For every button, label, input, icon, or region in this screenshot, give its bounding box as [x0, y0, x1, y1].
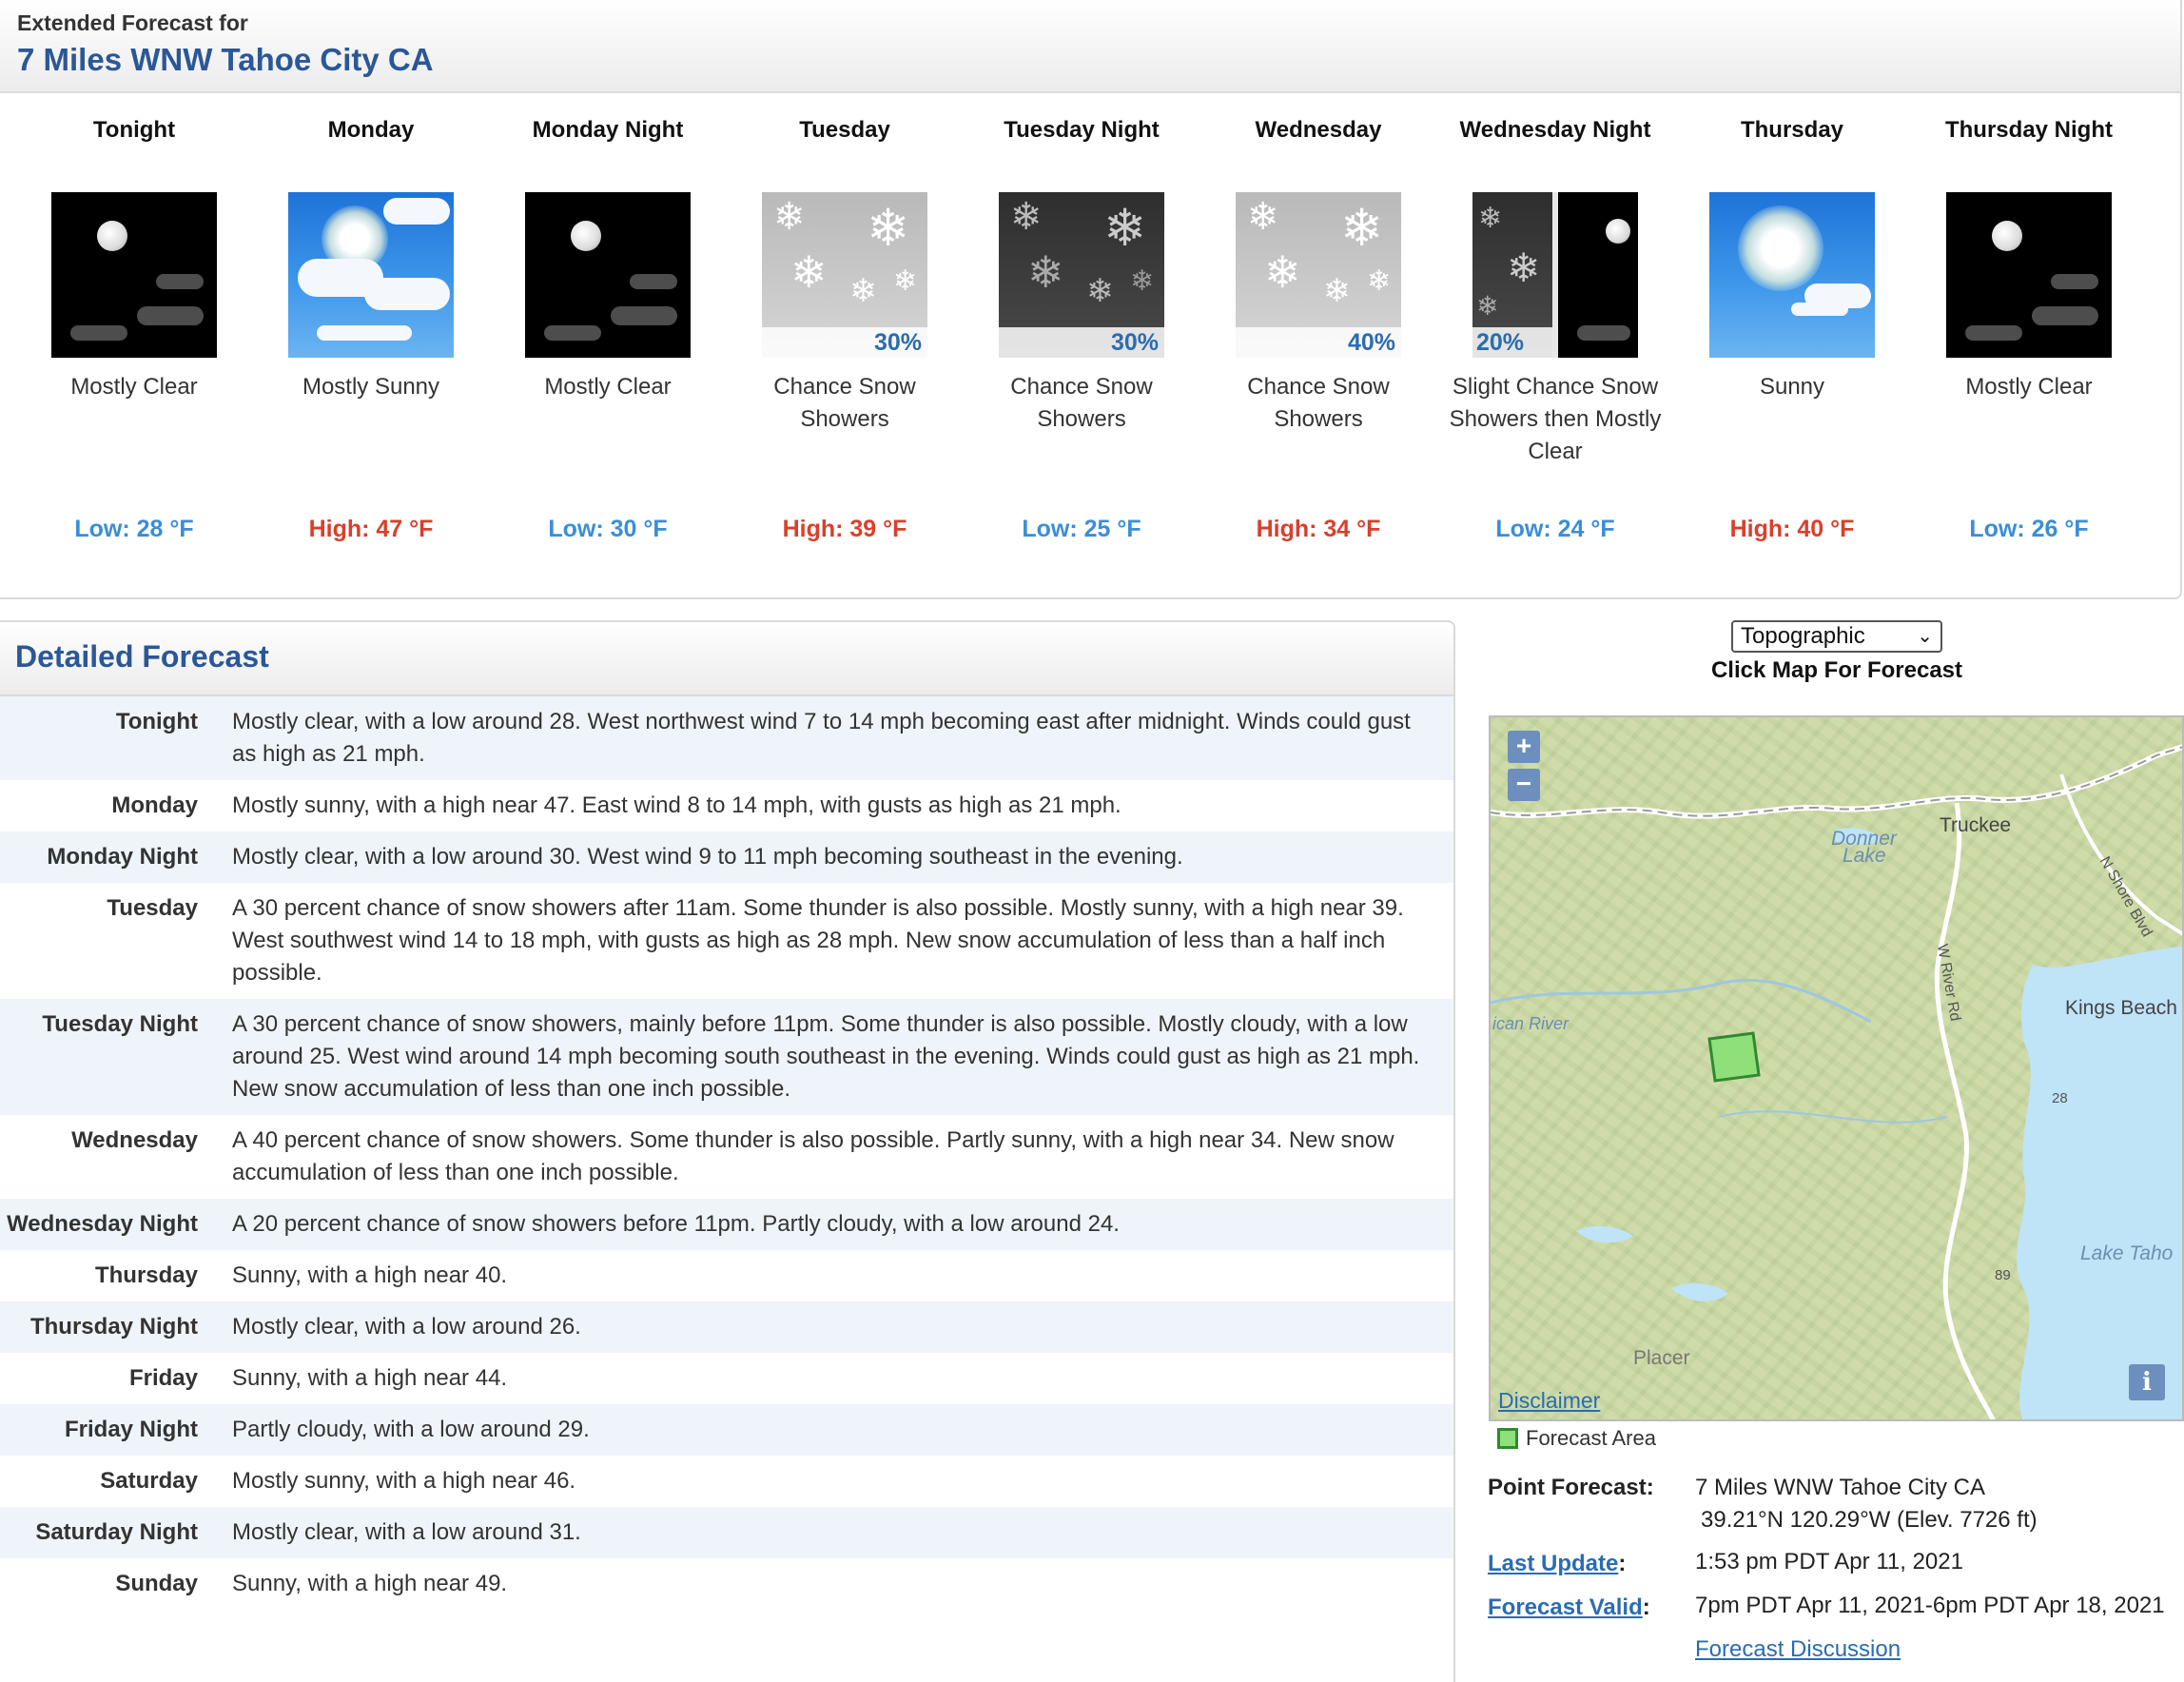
precip-chance: 30% [999, 327, 1164, 358]
row-label: Wednesday [71, 1127, 198, 1153]
row-label: Sunday [115, 1571, 198, 1596]
period-name: Thursday Night [1944, 117, 2113, 143]
forecast-valid-value: 7pm PDT Apr 11, 2021-6pm PDT Apr 18, 2021 [1695, 1593, 2165, 1618]
extended-forecast-panel [0, 0, 2182, 599]
period-name: Wednesday [1255, 117, 1382, 143]
row-text: A 40 percent chance of snow showers. Some thunder is also possible. Partly sunny, with a high near 34. New snow accumulation of less than one inch possible. [232, 1127, 1394, 1185]
map-label-lake: Lake [1843, 845, 1886, 867]
period-temp: Low: 25 °F [1022, 516, 1141, 542]
row-text: Mostly sunny, with a high near 47. East wind 8 to 14 mph, with gusts as high as 21 mph. [232, 792, 1121, 818]
detailed-forecast-row [0, 1250, 1453, 1301]
detailed-forecast-row [0, 780, 1453, 831]
disclaimer-link[interactable]: Disclaimer [1498, 1388, 1601, 1413]
map-type-select[interactable] [1731, 620, 1942, 653]
precip-chance: 30% [762, 327, 927, 358]
map-side-panel [1484, 620, 2184, 1682]
detailed-forecast-row [0, 1558, 1453, 1610]
detailed-forecast-row [0, 1115, 1453, 1199]
row-text: Mostly sunny, with a high near 46. [232, 1468, 576, 1494]
period-temp: Low: 28 °F [74, 516, 194, 542]
row-text: Mostly clear, with a low around 30. West wind 9 to 11 mph becoming southeast in the evening. [232, 844, 1183, 870]
info-icon[interactable]: i [2129, 1364, 2165, 1400]
period-name: Tuesday Night [1004, 117, 1160, 143]
row-label: Saturday Night [35, 1519, 198, 1545]
snow-showers-night-icon[interactable]: ❄ ❄ ❄ ❄ ❄ 30% [999, 192, 1164, 358]
precip-chance: 40% [1236, 327, 1401, 358]
period-temp: Low: 30 °F [548, 516, 668, 542]
map-label-w-river: W River Rd [1933, 943, 1963, 1023]
row-text: Mostly clear, with a low around 28. West northwest wind 7 to 14 mph becoming east after midnight. Winds could gust as high as 21 mph. [232, 709, 1411, 767]
forecast-period-tuesday[interactable] [727, 93, 963, 544]
period-temp: High: 34 °F [1256, 516, 1381, 542]
map-caption: Click Map For Forecast [1710, 657, 1963, 683]
period-name: Tonight [92, 117, 176, 143]
period-name: Monday Night [532, 117, 684, 143]
map-label-river: ican River [1492, 1014, 1570, 1033]
forecast-valid-row: Forecast Valid: [1488, 1594, 1650, 1620]
period-short-forecast: Chance Snow Showers [1247, 374, 1390, 432]
detailed-forecast-rows [0, 696, 1453, 1610]
period-short-forecast: Slight Chance Snow Showers then Mostly Clear [1449, 374, 1662, 464]
forecast-period-monday[interactable] [253, 93, 489, 544]
row-label: Saturday [100, 1468, 198, 1494]
forecast-map[interactable] [1489, 715, 2184, 1421]
row-label: Monday Night [47, 844, 198, 870]
period-temp: High: 39 °F [782, 516, 907, 542]
zoom-out-button[interactable]: − [1508, 769, 1540, 801]
detailed-forecast-panel [0, 620, 1455, 1682]
night-clear-icon[interactable] [1946, 192, 2112, 358]
snow-showers-icon[interactable]: ❄ ❄ ❄ ❄ ❄ 30% [762, 192, 927, 358]
detailed-forecast-title: Detailed Forecast [0, 622, 1453, 696]
point-forecast-coords: 39.21°N 120.29°W (Elev. 7726 ft) [1701, 1507, 2038, 1533]
sunny-icon[interactable] [1709, 192, 1875, 358]
period-short-forecast: Sunny [1759, 374, 1825, 400]
row-label: Friday Night [64, 1417, 198, 1442]
detailed-forecast-row [0, 696, 1453, 780]
row-text: Mostly clear, with a low around 26. [232, 1314, 581, 1340]
map-type-value: Topographic [1741, 623, 1865, 649]
night-clear-icon[interactable] [525, 192, 691, 358]
period-temp: Low: 24 °F [1495, 516, 1615, 542]
extended-forecast-header [0, 0, 2180, 93]
period-temp: High: 40 °F [1729, 516, 1855, 542]
detailed-forecast-row [0, 1456, 1453, 1507]
period-short-forecast: Mostly Clear [544, 374, 672, 400]
zoom-in-button[interactable]: + [1508, 731, 1540, 763]
map-label-kings-beach: Kings Beach [2065, 997, 2177, 1019]
map-label-placer: Placer [1633, 1347, 1690, 1369]
period-short-forecast: Chance Snow Showers [773, 374, 916, 432]
snow-showers-icon[interactable]: ❄ ❄ ❄ ❄ ❄ 40% [1236, 192, 1401, 358]
period-name: Tuesday [799, 117, 890, 143]
row-text: Sunny, with a high near 49. [232, 1571, 508, 1596]
forecast-area-swatch [1497, 1428, 1518, 1449]
forecast-period-thursday[interactable] [1674, 93, 1910, 544]
last-update-value: 1:53 pm PDT Apr 11, 2021 [1695, 1549, 1963, 1574]
row-text: Partly cloudy, with a low around 29. [232, 1417, 590, 1442]
map-terrain [1491, 717, 2184, 1421]
chevron-down-icon: ⌄ [1917, 626, 1933, 647]
row-label: Friday [128, 1365, 198, 1391]
forecast-period-wednesday[interactable] [1200, 93, 1436, 544]
row-label: Thursday [94, 1262, 198, 1288]
map-label-hwy-28: 28 [2052, 1090, 2068, 1106]
map-label-hwy-89: 89 [1995, 1267, 2011, 1283]
row-label: Tuesday [107, 895, 198, 921]
detailed-forecast-row [0, 1507, 1453, 1558]
point-forecast-label: Point Forecast: [1488, 1475, 1654, 1500]
row-label: Wednesday Night [7, 1211, 198, 1237]
forecast-period-tonight[interactable] [16, 93, 252, 544]
row-text: Sunny, with a high near 44. [232, 1365, 508, 1391]
period-temp: Low: 26 °F [1969, 516, 2089, 542]
detailed-forecast-row [0, 1353, 1453, 1404]
detailed-forecast-row [0, 1301, 1453, 1353]
last-update-row: Last Update: [1488, 1551, 1627, 1576]
period-name: Wednesday Night [1459, 117, 1651, 143]
period-name: Monday [327, 117, 415, 143]
forecast-valid-link[interactable]: Forecast Valid [1488, 1594, 1643, 1620]
forecast-discussion-link[interactable]: Forecast Discussion [1695, 1636, 1901, 1662]
period-name: Thursday [1740, 117, 1844, 143]
forecast-period-tuesday-night[interactable] [964, 93, 1199, 544]
row-text: Mostly clear, with a low around 31. [232, 1519, 581, 1545]
row-label: Thursday Night [29, 1314, 198, 1340]
period-short-forecast: Mostly Clear [1965, 374, 2093, 400]
row-text: Sunny, with a high near 40. [232, 1262, 508, 1288]
forecast-period-monday-night[interactable] [490, 93, 726, 544]
point-forecast-location: 7 Miles WNW Tahoe City CA [1695, 1475, 1985, 1500]
precip-chance: 20% [1472, 327, 1552, 358]
map-label-lake-tahoe: Lake Taho [2080, 1242, 2174, 1264]
row-label: Monday [111, 792, 198, 818]
period-short-forecast: Chance Snow Showers [1010, 374, 1153, 432]
map-label-n-shore: N Shore Blvd [2096, 853, 2155, 940]
map-label-truckee: Truckee [1940, 814, 2012, 836]
row-text: A 20 percent chance of snow showers before 11pm. Partly cloudy, with a low around 24. [232, 1211, 1120, 1237]
last-update-link[interactable]: Last Update [1488, 1551, 1619, 1576]
night-clear-icon[interactable] [51, 192, 217, 358]
detailed-forecast-row [0, 1199, 1453, 1250]
detailed-forecast-row [0, 883, 1453, 999]
extended-forecast-location: 7 Miles WNW Tahoe City CA [17, 42, 434, 77]
mostly-sunny-icon[interactable] [288, 192, 454, 358]
row-label: Tuesday Night [42, 1011, 198, 1037]
snow-then-clear-icon[interactable]: ❄ ❄ ❄ 20% [1472, 192, 1638, 358]
legend-label: Forecast Area [1526, 1426, 1656, 1450]
forecast-period-wednesday-night[interactable] [1437, 93, 1673, 544]
map-legend [1497, 1425, 1656, 1452]
row-text: A 30 percent chance of snow showers after 11am. Some thunder is also possible. Mostly sunny, with a high near 39. West southwest wind 14 to 18 mph, with gusts as high as 28 mph. New snow accumulation of less than a half inch possible. [232, 895, 1404, 986]
forecast-period-thursday-night[interactable] [1911, 93, 2147, 544]
map-label-donner: Donner [1831, 828, 1897, 850]
row-label: Tonight [115, 709, 198, 734]
period-short-forecast: Mostly Sunny [302, 374, 440, 400]
forecast-periods [0, 93, 2182, 588]
extended-forecast-label: Extended Forecast for [17, 10, 248, 35]
detailed-forecast-row [0, 831, 1453, 883]
period-short-forecast: Mostly Clear [70, 374, 198, 400]
row-text: A 30 percent chance of snow showers, mainly before 11pm. Some thunder is also possible. Mostly cloudy, with a low around 25. West wind around 14 mph becoming south southeast in the evening. Winds could gust as high as 21 mph. New snow accumulation of less than one inch possible. [232, 1011, 1420, 1102]
detailed-forecast-row [0, 999, 1453, 1115]
period-temp: High: 47 °F [308, 516, 434, 542]
detailed-forecast-row [0, 1404, 1453, 1456]
